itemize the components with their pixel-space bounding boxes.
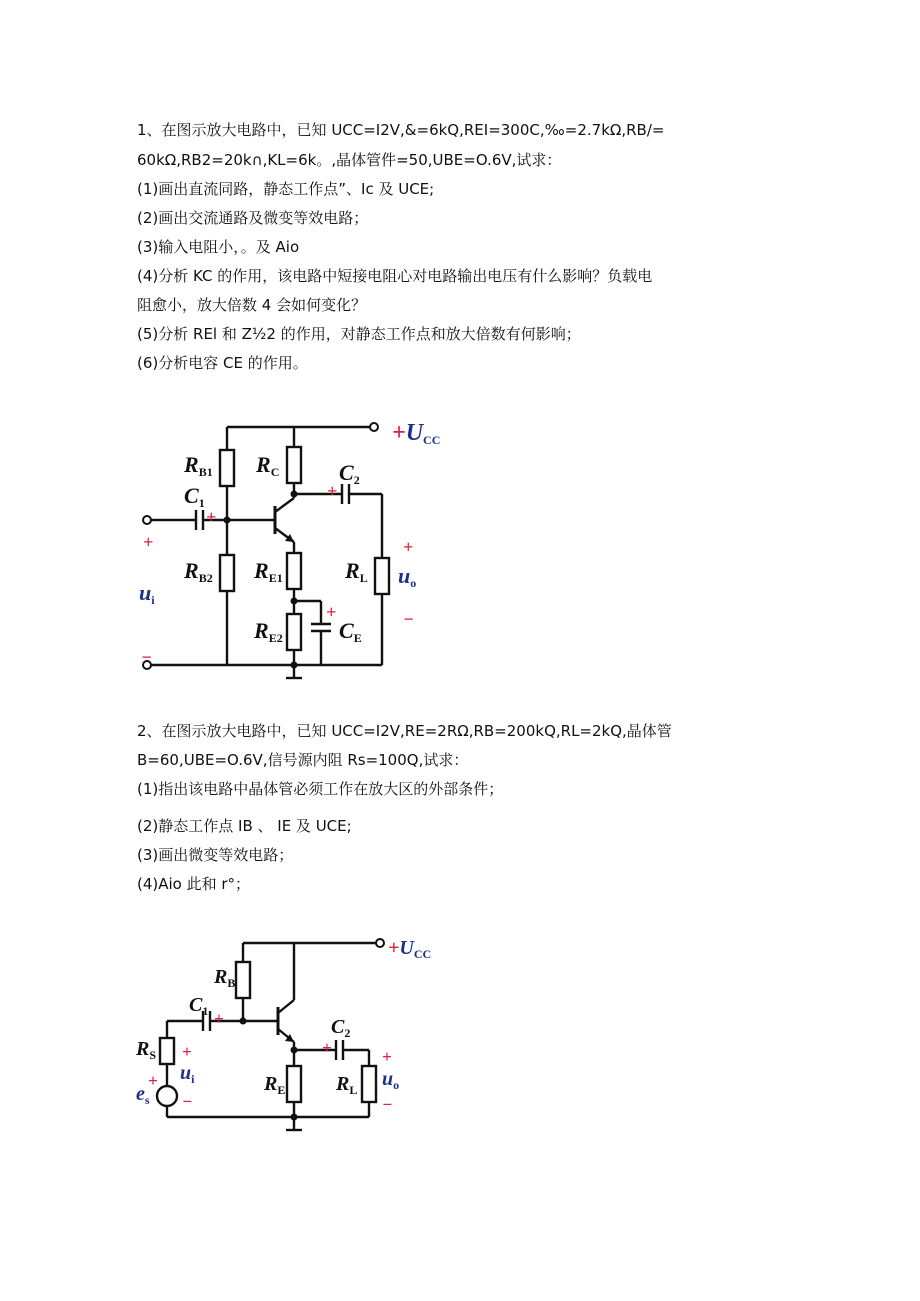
problem-2-line-3: (1)指出该电路中晶体管必须工作在放大区的外部条件； bbox=[137, 780, 504, 798]
uo-label: uo bbox=[398, 563, 417, 590]
ui-minus: − bbox=[141, 647, 152, 667]
rs-resistor bbox=[160, 1038, 174, 1064]
problem-1-line-7: 阻愈小，放大倍数 4 会如何变化？ bbox=[137, 296, 367, 314]
re-resistor bbox=[287, 1066, 301, 1102]
rc-label: RC bbox=[256, 452, 280, 479]
rb2-label: RB2 bbox=[184, 558, 213, 585]
uo-plus-2: + bbox=[382, 1047, 392, 1066]
c2-label: C2 bbox=[339, 460, 360, 487]
ui-plus-2: + bbox=[182, 1042, 192, 1061]
rb-resistor bbox=[236, 962, 250, 998]
re2-label: RE2 bbox=[254, 618, 283, 645]
uo-label-2: $u_o$ bbox=[382, 1068, 400, 1092]
problem-2-line-2: B=60,UBE=O.6V,信号源内阻 Rs=100Q,试求： bbox=[137, 751, 469, 769]
uo-minus-2: − bbox=[382, 1095, 393, 1114]
supply-label-1: +UCC bbox=[392, 420, 441, 447]
problem-1-line-2: 60kΩ,RB2=20k∩,KL=6k。,晶体管件=50,UBE=O.6V,试求： bbox=[137, 151, 562, 169]
rl-label: RL bbox=[345, 558, 368, 585]
supply-subscript: CC bbox=[423, 433, 441, 447]
problem-2-line-5: (3)画出微变等效电路； bbox=[137, 846, 294, 864]
c2-label-2: $C_2$ bbox=[331, 1016, 351, 1040]
rl-resistor-2 bbox=[362, 1066, 376, 1102]
problem-2-line-6: (4)Aio 此和 r°； bbox=[137, 875, 251, 893]
ce-label: CE bbox=[339, 618, 362, 645]
ui-label-2: $u_i$ bbox=[180, 1062, 195, 1086]
rs-label: $R_S$ bbox=[136, 1038, 157, 1062]
re-label: $R_E$ bbox=[264, 1073, 286, 1097]
c2-plus: + bbox=[327, 481, 338, 501]
ce-plus: + bbox=[326, 602, 337, 622]
ui-label: ui bbox=[139, 580, 155, 607]
re1-label: RE1 bbox=[254, 558, 283, 585]
es-plus: + bbox=[148, 1071, 158, 1090]
uo-plus: + bbox=[403, 537, 414, 557]
c1-label-2: $C_1$ bbox=[189, 994, 209, 1018]
c1-plus: + bbox=[206, 507, 217, 527]
problem-2-line-4: (2)静态工作点 IB 、 IE 及 UCE; bbox=[137, 817, 352, 835]
c2-plus-2: + bbox=[322, 1038, 332, 1057]
problem-1-line-3: (1)画出直流同路，静态工作点”、Ic 及 UCE; bbox=[137, 180, 435, 198]
c1-plus-2: + bbox=[214, 1009, 224, 1028]
problem-1-line-5: (3)输入电阻小，。及 Aio bbox=[137, 238, 300, 256]
problem-2-line-1: 2、在图示放大电路中，已知 UCC=I2V,RE=2RΩ,RB=200kQ,RL=2kQ,晶体管 bbox=[137, 722, 672, 740]
uo-minus: − bbox=[403, 609, 414, 629]
problem-1-line-6: (4)分析 KC 的作用，该电路中短接电阻心对电路输出电压有什么影响？负载电 bbox=[137, 267, 653, 285]
rb1-label: RB1 bbox=[184, 452, 213, 479]
es-source bbox=[157, 1086, 177, 1106]
c1-label: C1 bbox=[184, 483, 205, 510]
supply-subscript: CC bbox=[413, 947, 432, 961]
problem-1-line-1: 1、在图示放大电路中，已知 UCC=I2V,&=6kQ,REI=300C,‰=2.7kΩ,RB/= bbox=[137, 121, 665, 139]
problem-1-line-9: (6)分析电容 CE 的作用。 bbox=[137, 354, 308, 372]
es-label: $e_s$ bbox=[136, 1083, 150, 1107]
problem-1-line-4: (2)画出交流通路及微变等效电路； bbox=[137, 209, 369, 227]
ui-plus: + bbox=[143, 532, 154, 552]
problem-1-line-8: (5)分析 REl 和 Z½2 的作用，对静态工作点和放大倍数有何影响； bbox=[137, 325, 581, 343]
rb-label: $R_B$ bbox=[214, 966, 236, 990]
ui-minus-2: − bbox=[182, 1092, 193, 1111]
rl-label-2: $R_L$ bbox=[336, 1073, 358, 1097]
supply-label-2: $+U_{CC}$ bbox=[388, 937, 432, 961]
